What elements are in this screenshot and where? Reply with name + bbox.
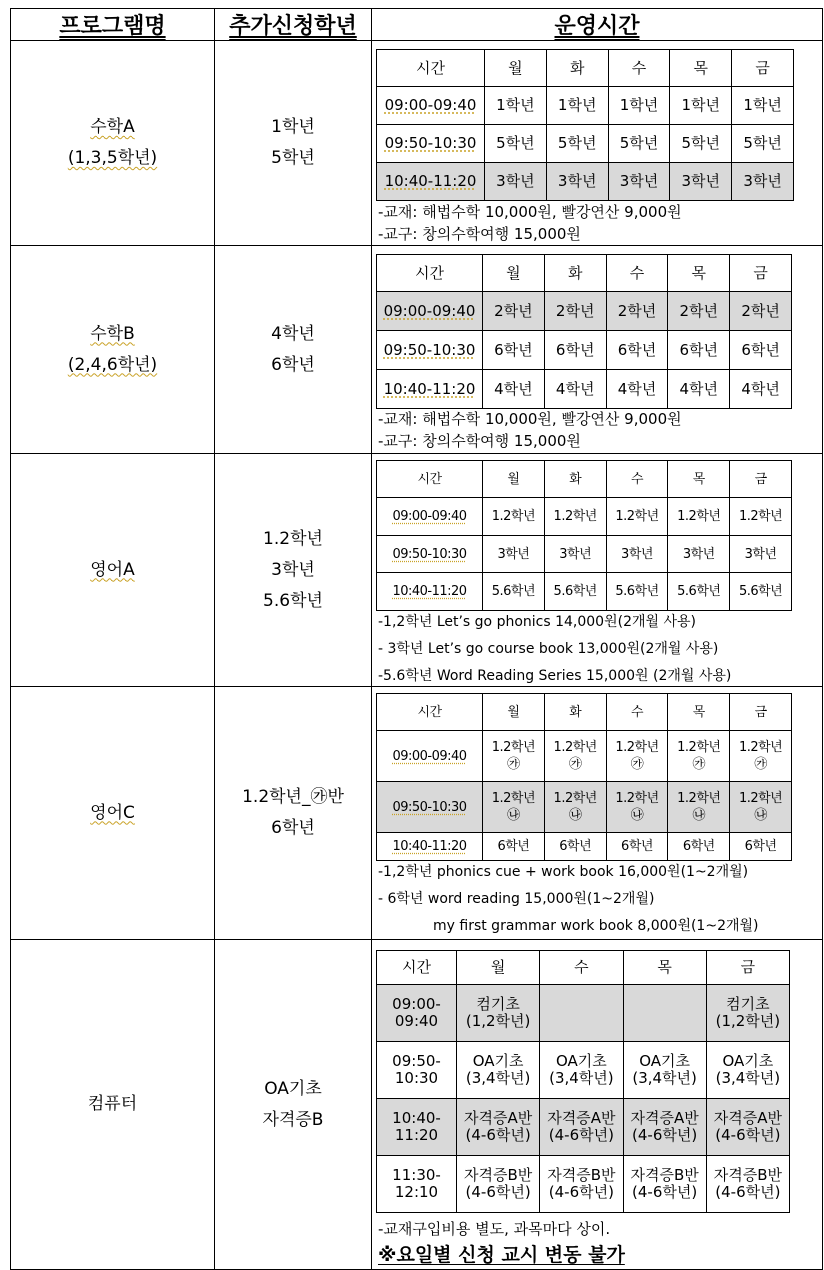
program-grades: 4학년 6학년 xyxy=(215,246,372,454)
program-grades: OA기초 자격증B xyxy=(215,940,372,1270)
schedule-cell xyxy=(372,41,823,246)
notes: -1,2학년 phonics cue + work book 16,000원(1~2개월) - 6학년 word reading 15,000원(1~2개월) my first grammar work book 8,000원(1~2개월) xyxy=(378,864,759,934)
notes: -교재: 해법수학 10,000원, 빨강연산 9,000원 -교구: 창의수학여행 15,000원 xyxy=(378,410,682,450)
program-name: 컴퓨터 xyxy=(11,940,215,1270)
notes: -교재구입비용 별도, 과목마다 상이. ※요일별 신청 교시 변동 불가 xyxy=(378,1220,625,1266)
program-row-english-c xyxy=(11,687,823,940)
schedule-table: 시간 월 화 수 목 금 09:00-09:40 1.2학년 1.2학년 1.2학년 1.2학년 1.2학년 09:50-10:30 3학년 3학년 3학년 3학년 3학년 10:40-11:20 5.6학년 5.6학년 5.6학년 5.6학년 5.6학년 xyxy=(376,460,792,611)
schedule-cell xyxy=(372,687,823,940)
program-name: 영어C xyxy=(11,687,215,940)
schedule-cell xyxy=(372,246,823,454)
program-row-math-b xyxy=(11,246,823,454)
program-row-math-a xyxy=(11,41,823,246)
program-row-computer xyxy=(11,940,823,1270)
program-grades: 1.2학년 3학년 5.6학년 xyxy=(215,454,372,687)
program-grades: 1.2학년_㉮반 6학년 xyxy=(215,687,372,940)
schedule-cell xyxy=(372,940,823,1270)
program-name: 수학B (2,4,6학년) xyxy=(11,246,215,454)
notes: -교재: 해법수학 10,000원, 빨강연산 9,000원 -교구: 창의수학여행 15,000원 xyxy=(378,203,682,243)
program-row-english-a xyxy=(11,454,823,687)
notes: -1,2학년 Let’s go phonics 14,000원(2개월 사용) - 3학년 Let’s go course book 13,000원(2개월 사용) -5.6학년 Word Reading Series 15,000원 (2개월 사용) xyxy=(378,614,732,684)
schedule-table: 시간 월 화 수 목 금 09:00-09:40 1.2학년 ㉮ 1.2학년 ㉮ 1.2학년 ㉮ 1.2학년 ㉮ 1.2학년 ㉮ 09:50-10:30 1.2학년 ㉯ 1.2학년 ㉯ 1.2학년 ㉯ 1.2학년 ㉯ 1.2학년 ㉯ 10:40-11:20 6학년 6학년 6학년 6학년 6학년 xyxy=(376,693,792,861)
program-name: 영어A xyxy=(11,454,215,687)
final-warning: ※요일별 신청 교시 변동 불가 xyxy=(378,1244,625,1266)
schedule-table: 시간 월 화 수 목 금 09:00-09:40 2학년 2학년 2학년 2학년 2학년 09:50-10:30 6학년 6학년 6학년 6학년 6학년 10:40-11:20 4학년 4학년 4학년 4학년 4학년 xyxy=(376,254,792,409)
program-name: 수학A (1,3,5학년) xyxy=(11,41,215,246)
header-program: 프로그램명 xyxy=(11,9,215,41)
schedule-table: 시간 월 수 목 금 09:00- 09:40 컴기초 (1,2학년) 컴기초 (1,2학년) 09:50- 10:30 OA기초 (3,4학년) OA기초 (3,4학년) OA기초 (3,4학년) OA기초 (3,4학년) 10:40- 11:20 자격증A반 (4-6학년) 자격증A반 (4-6학년) 자격증A반 (4-6학년) 자격증A반 (4-6학년) 11:30- 12:10 자격증B반 (4-6학년) 자격증B반 (4-6학년) 자격증B반 (4-6학년) 자격증B반 (4-6학년) xyxy=(376,950,790,1213)
program-grades: 1학년 5학년 xyxy=(215,41,372,246)
header-schedule: 운영시간 xyxy=(372,9,823,41)
schedule-table: 시간 월 화 수 목 금 09:00-09:40 1학년 1학년 1학년 1학년 1학년 09:50-10:30 5학년 5학년 5학년 5학년 5학년 10:40-11:20 3학년 3학년 3학년 3학년 3학년 xyxy=(376,49,794,201)
program-table xyxy=(10,8,823,1270)
header-grade: 추가신청학년 xyxy=(215,9,372,41)
schedule-cell xyxy=(372,454,823,687)
